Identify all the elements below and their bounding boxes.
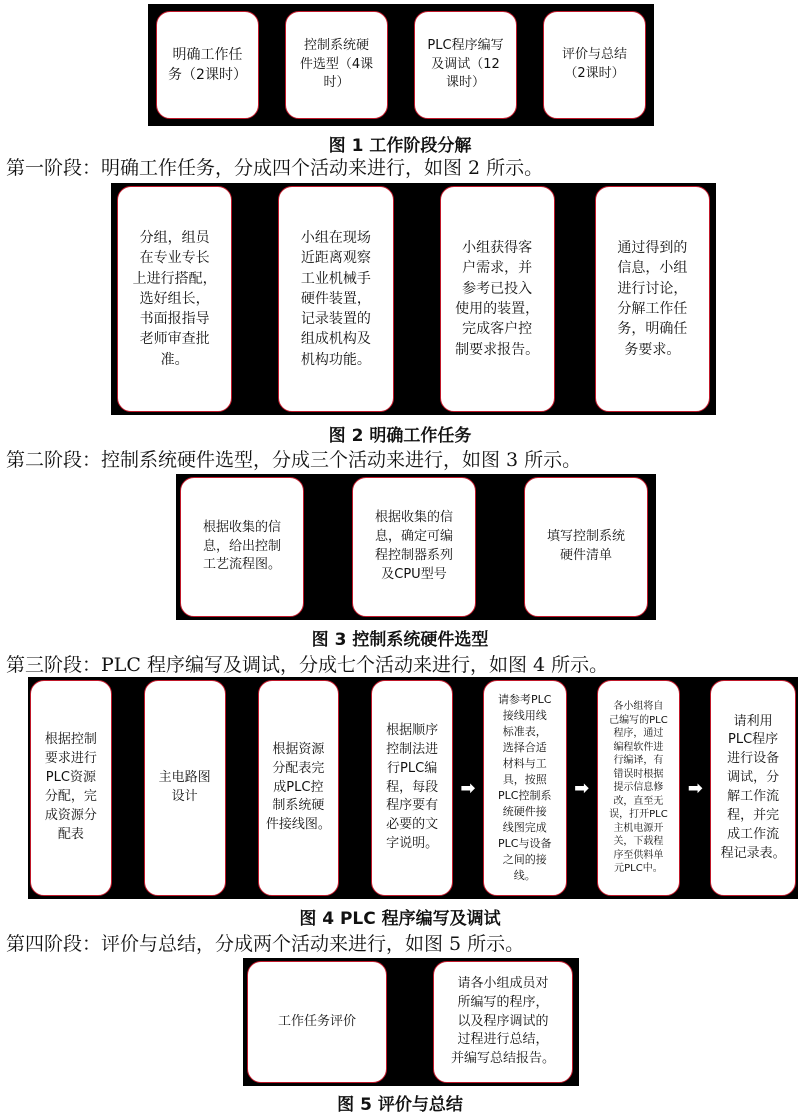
arrow-right-icon: ➡: [574, 777, 590, 799]
fig2-box-2: 小组在现场 近距离观察 工业机械手 硬件装置， 记录装置的 组成机构及 机构功能。: [278, 186, 393, 412]
fig5-box-2: 请各小组成员对 所编写的程序， 以及程序调试的 过程进行总结， 并编写总结报告。: [433, 961, 573, 1083]
fig2-box-1: 分组，组员 在专业专长 上进行搭配， 选好组长， 书面报指导 老师审查批 准。: [117, 186, 232, 412]
fig1-box-1: 明确工作任 务（2课时）: [156, 11, 259, 119]
paragraph-stage-1: 第一阶段：明确工作任务，分成四个活动来进行，如图 2 所示。: [6, 157, 544, 179]
fig1-box-4: 评价与总结 （2课时）: [543, 11, 646, 119]
fig4-box-3: 根据资源 分配表完 成PLC控 制系统硬 件接线图。: [258, 680, 340, 896]
fig3-box-3: 填写控制系统 硬件清单: [524, 477, 648, 617]
figure-2-caption: 图 2 明确工作任务: [328, 426, 472, 446]
fig1-box-2: 控制系统硬 件选型（4课 时）: [285, 11, 388, 119]
figure-4-strip: [28, 677, 798, 899]
fig3-box-2: 根据收集的信 息，确定可编 程控制器系列 及CPU型号: [352, 477, 476, 617]
fig5-box-1: 工作任务评价: [247, 961, 387, 1083]
fig4-box-7: 请利用 PLC程序 进行设备 调试，分 解工作流 程，并完 成工作流 程记录表。: [710, 680, 796, 896]
arrow-right-icon: ➡: [687, 777, 703, 799]
figure-1-caption: 图 1 工作阶段分解: [328, 136, 472, 156]
arrow-right-icon: ➡: [460, 777, 476, 799]
paragraph-stage-4: 第四阶段：评价与总结，分成两个活动来进行，如图 5 所示。: [6, 933, 525, 955]
fig2-box-4: 通过得到的 信息，小组 进行讨论， 分解工作任 务，明确任 务要求。: [595, 186, 710, 412]
figure-5-strip: [243, 958, 579, 1086]
fig4-box-5: 请参考PLC 接线用线 标准表， 选择合适 材料与工 具，按照 PLC控制系 统硬件接 线图完成 PLC与设备 之间的接 线。: [483, 680, 567, 896]
figure-1-strip: [148, 4, 654, 126]
fig4-box-1: 根据控制 要求进行 PLC资源 分配，完 成资源分 配表: [30, 680, 112, 896]
fig4-box-2: 主电路图 设计: [144, 680, 226, 896]
fig4-box-4: 根据顺序 控制法进 行PLC编 程，每段 程序要有 必要的文 字说明。: [371, 680, 453, 896]
figure-3-caption: 图 3 控制系统硬件选型: [311, 630, 489, 650]
fig2-box-3: 小组获得客 户需求，并 参考已投入 使用的装置， 完成客户控 制要求报告。: [440, 186, 555, 412]
figure-2-strip: [111, 183, 716, 415]
fig1-box-3: PLC程序编写 及调试（12 课时）: [414, 11, 517, 119]
figure-4-caption: 图 4 PLC 程序编写及调试: [299, 909, 501, 929]
paragraph-stage-3: 第三阶段：PLC 程序编写及调试，分成七个活动来进行，如图 4 所示。: [6, 654, 609, 676]
paragraph-stage-2: 第二阶段：控制系统硬件选型，分成三个活动来进行，如图 3 所示。: [6, 449, 582, 471]
figure-3-strip: [176, 474, 656, 620]
figure-5-caption: 图 5 评价与总结: [337, 1095, 463, 1115]
fig3-box-1: 根据收集的信 息，给出控制 工艺流程图。: [180, 477, 304, 617]
fig4-box-6: 各小组将自 己编写的PLC 程序，通过 编程软件进 行编译，有 错误时根据 提示信息修 改，直至无 误，打开PLC 主机电源开 关，下载程 序至供料单 元PLC中。: [597, 680, 681, 896]
